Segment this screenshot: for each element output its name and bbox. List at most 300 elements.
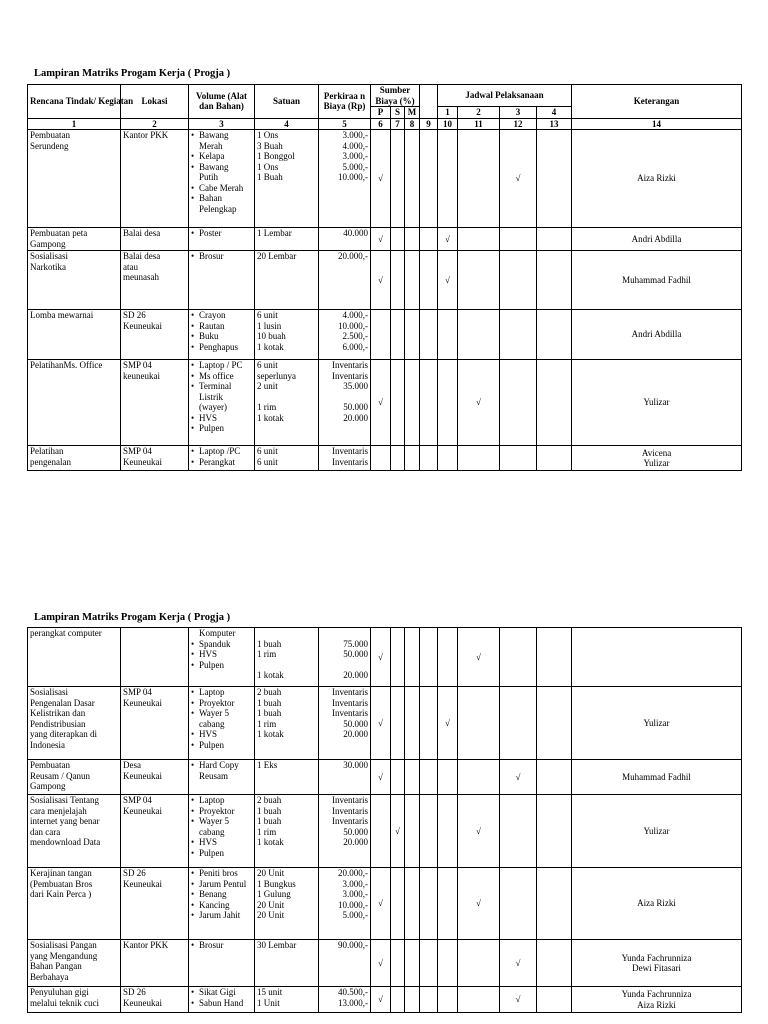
- satuan-cell: [255, 251, 319, 310]
- volume-item: Komputer: [199, 628, 236, 638]
- kegiatan-cell: [28, 760, 121, 795]
- check-cell-c9: [420, 868, 438, 940]
- check-cell-p: √: [371, 228, 391, 251]
- header-volume: Volume (Alat dan Bahan): [189, 85, 255, 119]
- cell-line: Keuneukai: [123, 878, 162, 889]
- check-cell-j3: [500, 868, 537, 940]
- cell-line: [321, 660, 368, 671]
- cell-line: Aiza Rizki: [637, 173, 676, 184]
- cell-line: Yunda Fachrunniza: [621, 989, 692, 999]
- volume-item: • Perangkat: [191, 457, 252, 468]
- check-cell-c9: [420, 760, 438, 795]
- lokasi-cell: [121, 130, 189, 228]
- check-cell-j4: [537, 795, 572, 868]
- cell-line: 10.000,-: [338, 320, 368, 331]
- cell-line: Keuneukai: [123, 770, 162, 781]
- volume-item: • Buku: [191, 331, 252, 342]
- cell-line: Pembuatan peta: [30, 228, 88, 238]
- volume-item: Merah: [199, 140, 223, 151]
- cell-line: 1 kotak: [257, 670, 284, 680]
- cell-line: Dewi Fitasari: [632, 963, 681, 973]
- volume-item: • Terminal: [191, 381, 252, 392]
- cell-line: Inventaris: [332, 370, 368, 381]
- cell-line: 6 unit: [257, 446, 278, 456]
- cell-line: SD 26: [123, 987, 146, 997]
- cell-line: 50.000: [343, 649, 368, 659]
- check-cell-c9: [420, 987, 438, 1013]
- cell-line: 1 Eks: [257, 760, 278, 770]
- header-jadwal: Jadwal Pelaksanaan: [438, 85, 572, 107]
- biaya-cell: [319, 310, 371, 360]
- cell-line: yang Mengandung: [30, 950, 98, 961]
- volume-item: • Spanduk: [191, 639, 252, 650]
- check-cell-j2: √: [458, 868, 500, 940]
- cell-line: Inventaris: [332, 456, 368, 467]
- cell-line: 6 unit: [257, 360, 278, 370]
- column-number-row: [28, 118, 742, 130]
- cell-line: 1 Ons: [257, 130, 279, 140]
- cell-line: 40.000: [343, 228, 368, 238]
- volume-item: • Hard Copy: [191, 760, 252, 771]
- table-row: [28, 795, 742, 868]
- volume-item: • Peniti bros: [191, 868, 252, 879]
- cell-line: Lomba mewarnai: [30, 310, 94, 320]
- cell-line: 4.000,-: [342, 140, 368, 151]
- col-num: 1: [28, 118, 121, 130]
- cell-line: 20.000: [343, 412, 368, 423]
- header-week-4: 4: [537, 107, 572, 119]
- cell-line: 20 Unit: [257, 868, 285, 878]
- cell-line: Pembuatan: [30, 760, 70, 770]
- volume-item: (wayer): [199, 402, 227, 412]
- header-week-2: 2: [458, 107, 500, 119]
- cell-line: [257, 392, 316, 403]
- volume-item: • Ms office: [191, 371, 252, 382]
- cell-line: 20.000,-: [338, 251, 368, 261]
- check-cell-j2: [458, 446, 500, 471]
- table-row: [28, 228, 742, 251]
- keterangan-cell: [572, 628, 742, 687]
- cell-line: SD 26: [123, 310, 146, 320]
- col-num: 6: [371, 118, 391, 130]
- check-cell-j1: [438, 446, 458, 471]
- satuan-cell: [255, 228, 319, 251]
- volume-item: Pelengkap: [199, 203, 237, 214]
- cell-line: 10 buah: [257, 331, 286, 341]
- check-cell-m: [405, 940, 420, 987]
- cell-line: Indonesia: [30, 739, 65, 750]
- lokasi-cell: [121, 868, 189, 940]
- check-cell-m: [405, 360, 420, 446]
- satuan-cell: [255, 987, 319, 1013]
- check-cell-j1: [438, 130, 458, 228]
- volume-item: • Jarum Pentul: [191, 879, 252, 890]
- table-row: [28, 446, 742, 471]
- check-cell-j1: √: [438, 251, 458, 310]
- check-cell-c9: [420, 446, 438, 471]
- col-num: 11: [458, 118, 500, 130]
- cell-line: SD 26: [123, 868, 146, 878]
- volume-item: Putih: [199, 172, 219, 182]
- check-cell-j4: [537, 251, 572, 310]
- lokasi-cell: [121, 310, 189, 360]
- header-lokasi: Lokasi: [121, 85, 189, 119]
- check-cell-j4: [537, 130, 572, 228]
- cell-line: Inventaris: [332, 816, 368, 826]
- keterangan-cell: [572, 310, 742, 360]
- volume-item: • Benang: [191, 889, 252, 900]
- cell-line: Pelatihan: [30, 446, 64, 456]
- lokasi-cell: [121, 795, 189, 868]
- check-cell-p: √: [371, 760, 391, 795]
- volume-item: • Proyektor: [191, 806, 252, 817]
- cell-line: Andri Abdilla: [631, 233, 682, 244]
- check-cell-j3: [500, 795, 537, 868]
- check-cell-s: [391, 130, 405, 228]
- check-cell-j4: [537, 687, 572, 760]
- cell-line: 1 kotak: [257, 729, 284, 739]
- cell-line: Inventaris: [332, 360, 368, 370]
- cell-line: Keuneukai: [123, 997, 162, 1008]
- cell-line: 30.000: [343, 760, 368, 770]
- satuan-cell: [255, 446, 319, 471]
- header-keterangan: Keterangan: [572, 85, 742, 119]
- check-cell-s: [391, 760, 405, 795]
- cell-line: 1 kotak: [257, 837, 284, 847]
- cell-line: meunasah: [123, 272, 159, 282]
- keterangan-cell: [572, 687, 742, 760]
- kegiatan-cell: [28, 940, 121, 987]
- biaya-cell: [319, 228, 371, 251]
- program-matrix-table-page-1: [27, 84, 741, 472]
- check-cell-j2: [458, 687, 500, 760]
- check-cell-j3: √: [500, 987, 537, 1013]
- check-cell-j4: [537, 868, 572, 940]
- check-cell-j4: [537, 987, 572, 1013]
- cell-line: [257, 660, 316, 671]
- check-cell-c9: [420, 628, 438, 687]
- col-num: 13: [537, 118, 572, 130]
- check-cell-j2: √: [458, 628, 500, 687]
- biaya-cell: [319, 795, 371, 868]
- check-cell-m: [405, 228, 420, 251]
- check-cell-j3: √: [500, 130, 537, 228]
- check-cell-j3: [500, 310, 537, 360]
- cell-line: 75.000: [343, 638, 368, 649]
- cell-line: Balai desa: [123, 228, 161, 238]
- volume-cell: [189, 940, 255, 987]
- check-cell-p: √: [371, 687, 391, 760]
- check-cell-s: [391, 628, 405, 687]
- check-cell-m: [405, 987, 420, 1013]
- table-row: [28, 868, 742, 940]
- check-cell-j1: [438, 310, 458, 360]
- cell-line: 6.000,-: [342, 341, 368, 352]
- cell-line: (Pembuatan Bros: [30, 878, 93, 889]
- keterangan-cell: [572, 446, 742, 471]
- volume-item: • Cabe Merah: [191, 183, 252, 194]
- lokasi-cell: [121, 940, 189, 987]
- cell-line: 6 unit: [257, 456, 278, 467]
- check-cell-p: [371, 795, 391, 868]
- cell-line: 3.000,-: [342, 151, 368, 161]
- cell-line: 3.000,-: [342, 878, 368, 889]
- table-row: [28, 628, 742, 687]
- cell-line: Kantor PKK: [123, 940, 169, 950]
- volume-item: • Laptop: [191, 795, 252, 806]
- cell-line: PelatihanMs. Office: [30, 360, 103, 370]
- cell-line: Kerajinan tangan: [30, 868, 92, 878]
- check-cell-j1: [438, 795, 458, 868]
- check-cell-p: √: [371, 868, 391, 940]
- check-cell-c9: [420, 940, 438, 987]
- cell-line: 1 buah: [257, 816, 282, 826]
- satuan-cell: [255, 130, 319, 228]
- lokasi-cell: [121, 760, 189, 795]
- check-cell-c9: [420, 251, 438, 310]
- kegiatan-cell: [28, 868, 121, 940]
- cell-line: Sosialisasi Pangan: [30, 940, 97, 950]
- volume-item: • Bahan: [191, 193, 252, 204]
- check-cell-j4: [537, 360, 572, 446]
- cell-line: 1 buah: [257, 708, 282, 718]
- cell-line: 5.000,-: [342, 161, 368, 172]
- cell-line: 1 Ons: [257, 161, 279, 172]
- cell-line: Inventaris: [332, 708, 368, 718]
- satuan-cell: [255, 868, 319, 940]
- cell-line: Kelistrikan dan: [30, 708, 86, 718]
- cell-line: Yulizar: [643, 825, 670, 836]
- cell-line: 30 Lembar: [257, 940, 297, 950]
- cell-line: Yunda Fachrunniza: [621, 952, 692, 963]
- satuan-cell: [255, 310, 319, 360]
- check-cell-j2: [458, 760, 500, 795]
- volume-item: cabang: [199, 718, 225, 729]
- cell-line: Inventaris: [332, 446, 368, 456]
- volume-cell: [189, 228, 255, 251]
- check-cell-m: [405, 130, 420, 228]
- header-sumber-biaya: Sumber Biaya (%): [371, 85, 420, 107]
- cell-line: 13.000,-: [338, 997, 368, 1008]
- cell-line: dan cara: [30, 826, 61, 837]
- check-cell-p: √: [371, 628, 391, 687]
- lokasi-cell: [121, 251, 189, 310]
- cell-line: Muhammad Fadhil: [622, 771, 691, 782]
- cell-line: internet yang benar: [30, 816, 100, 826]
- check-cell-s: [391, 940, 405, 987]
- cell-line: 1 Buah: [257, 172, 283, 182]
- check-cell-s: [391, 360, 405, 446]
- cell-line: Sosialisasi: [30, 251, 69, 261]
- check-cell-s: √: [391, 795, 405, 868]
- volume-item: cabang: [199, 826, 225, 837]
- cell-line: Inventaris: [332, 697, 368, 708]
- cell-line: 4.000,-: [342, 310, 368, 320]
- keterangan-cell: [572, 251, 742, 310]
- check-cell-c9: [420, 360, 438, 446]
- header-perkiraan-biaya: Perkiraa n Biaya (Rp): [319, 85, 371, 119]
- volume-item: • Laptop /PC: [191, 446, 252, 457]
- volume-cell: [189, 868, 255, 940]
- volume-item: • Bawang: [191, 162, 252, 173]
- check-cell-c9: [420, 687, 438, 760]
- volume-item: • Kelapa: [191, 151, 252, 162]
- cell-line: atau: [123, 261, 138, 272]
- check-cell-s: [391, 687, 405, 760]
- check-cell-j1: √: [438, 687, 458, 760]
- table-row: [28, 310, 742, 360]
- volume-item: • HVS: [191, 649, 252, 660]
- cell-line: 1 kotak: [257, 412, 284, 423]
- volume-item: • Rautan: [191, 321, 252, 332]
- volume-cell: [189, 628, 255, 687]
- check-cell-s: [391, 310, 405, 360]
- check-cell-j3: √: [500, 760, 537, 795]
- check-cell-m: [405, 251, 420, 310]
- cell-line: 40.500,-: [338, 987, 368, 997]
- volume-item: • Pulpen: [191, 740, 252, 751]
- keterangan-cell: [572, 360, 742, 446]
- check-cell-c9: [420, 310, 438, 360]
- cell-line: [321, 392, 368, 403]
- satuan-cell: [255, 360, 319, 446]
- check-cell-j1: [438, 760, 458, 795]
- table-row: [28, 130, 742, 228]
- check-cell-m: [405, 310, 420, 360]
- volume-item: • Pulpen: [191, 848, 252, 859]
- cell-line: 1 buah: [257, 697, 282, 708]
- cell-line: 1 Bonggol: [257, 151, 295, 161]
- check-cell-j2: √: [458, 360, 500, 446]
- volume-item: • Wayer 5: [191, 708, 252, 719]
- check-cell-m: [405, 628, 420, 687]
- check-cell-j3: [500, 628, 537, 687]
- check-cell-m: [405, 760, 420, 795]
- lokasi-cell: [121, 360, 189, 446]
- biaya-cell: [319, 687, 371, 760]
- satuan-cell: [255, 628, 319, 687]
- cell-line: Aiza Rizki: [637, 898, 676, 909]
- lokasi-cell: [121, 446, 189, 471]
- check-cell-p: √: [371, 987, 391, 1013]
- check-cell-j4: [537, 940, 572, 987]
- volume-item: • Wayer 5: [191, 816, 252, 827]
- check-cell-s: [391, 251, 405, 310]
- cell-line: Inventaris: [332, 687, 368, 697]
- cell-line: Muhammad Fadhil: [622, 274, 691, 285]
- cell-line: 2 unit: [257, 381, 278, 391]
- kegiatan-cell: [28, 628, 121, 687]
- check-cell-m: [405, 687, 420, 760]
- header-p: P: [371, 107, 391, 119]
- check-cell-j2: [458, 987, 500, 1013]
- check-cell-c9: [420, 795, 438, 868]
- check-cell-j2: √: [458, 795, 500, 868]
- check-cell-j1: [438, 868, 458, 940]
- volume-item: • Laptop / PC: [191, 360, 252, 371]
- volume-cell: [189, 251, 255, 310]
- check-cell-j3: √: [500, 940, 537, 987]
- cell-line: SMP 04: [123, 360, 152, 370]
- cell-line: perangkat computer: [30, 628, 102, 638]
- volume-item: • Kancing: [191, 900, 252, 911]
- volume-item: • HVS: [191, 837, 252, 848]
- cell-line: 15 unit: [257, 987, 283, 997]
- col-num: 2: [121, 118, 189, 130]
- check-cell-j4: [537, 228, 572, 251]
- cell-line: 20 Unit: [257, 899, 285, 910]
- cell-line: Reusam / Qanun: [30, 770, 90, 781]
- col-num: 4: [255, 118, 319, 130]
- cell-line: 90.000,-: [338, 940, 368, 950]
- check-cell-j3: [500, 687, 537, 760]
- cell-line: Penyuluhan gigi: [30, 987, 89, 997]
- cell-line: 1 rim: [257, 718, 277, 729]
- cell-line: 1 Bungkus: [257, 878, 296, 889]
- cell-line: seperlunya: [257, 370, 296, 381]
- check-cell-m: [405, 795, 420, 868]
- cell-line: Yulizar: [643, 717, 670, 728]
- table-row: [28, 360, 742, 446]
- check-cell-j3: [500, 446, 537, 471]
- cell-line: Desa: [123, 760, 141, 770]
- cell-line: 50.000: [343, 402, 368, 412]
- satuan-cell: [255, 795, 319, 868]
- volume-cell: [189, 446, 255, 471]
- cell-line: mendownload Data: [30, 837, 101, 847]
- keterangan-cell: [572, 987, 742, 1013]
- col-num: 5: [319, 118, 371, 130]
- col-num: 8: [405, 118, 420, 130]
- kegiatan-cell: [28, 446, 121, 471]
- biaya-cell: [319, 760, 371, 795]
- lokasi-cell: [121, 628, 189, 687]
- kegiatan-cell: [28, 987, 121, 1013]
- volume-cell: [189, 795, 255, 868]
- keterangan-cell: [572, 868, 742, 940]
- table-row: [28, 940, 742, 987]
- header-week-1: 1: [438, 107, 458, 119]
- col-num: 14: [572, 118, 742, 130]
- cell-line: 1 kotak: [257, 341, 284, 352]
- cell-line: 1 Gulung: [257, 889, 291, 899]
- cell-line: Andri Abdilla: [631, 329, 682, 340]
- keterangan-cell: [572, 940, 742, 987]
- cell-line: 5.000,-: [342, 910, 368, 920]
- cell-line: Sosialisasi: [30, 687, 69, 697]
- check-cell-j1: [438, 987, 458, 1013]
- cell-line: 3.000,-: [342, 130, 368, 140]
- check-cell-j1: [438, 940, 458, 987]
- program-matrix-table-page-2: [27, 627, 741, 1015]
- check-cell-j1: [438, 628, 458, 687]
- kegiatan-cell: [28, 795, 121, 868]
- lokasi-cell: [121, 228, 189, 251]
- check-cell-j3: [500, 251, 537, 310]
- col-num: 12: [500, 118, 537, 130]
- volume-item: • Laptop: [191, 687, 252, 698]
- cell-line: 6 unit: [257, 310, 278, 320]
- cell-line: Narkotika: [30, 261, 66, 272]
- biaya-cell: [319, 251, 371, 310]
- check-cell-s: [391, 228, 405, 251]
- cell-line: Pendistribusian: [30, 718, 86, 729]
- check-cell-j2: [458, 130, 500, 228]
- volume-cell: [189, 130, 255, 228]
- cell-line: 50.000: [343, 826, 368, 837]
- volume-item: • HVS: [191, 413, 252, 424]
- cell-line: Keuneukai: [123, 697, 162, 708]
